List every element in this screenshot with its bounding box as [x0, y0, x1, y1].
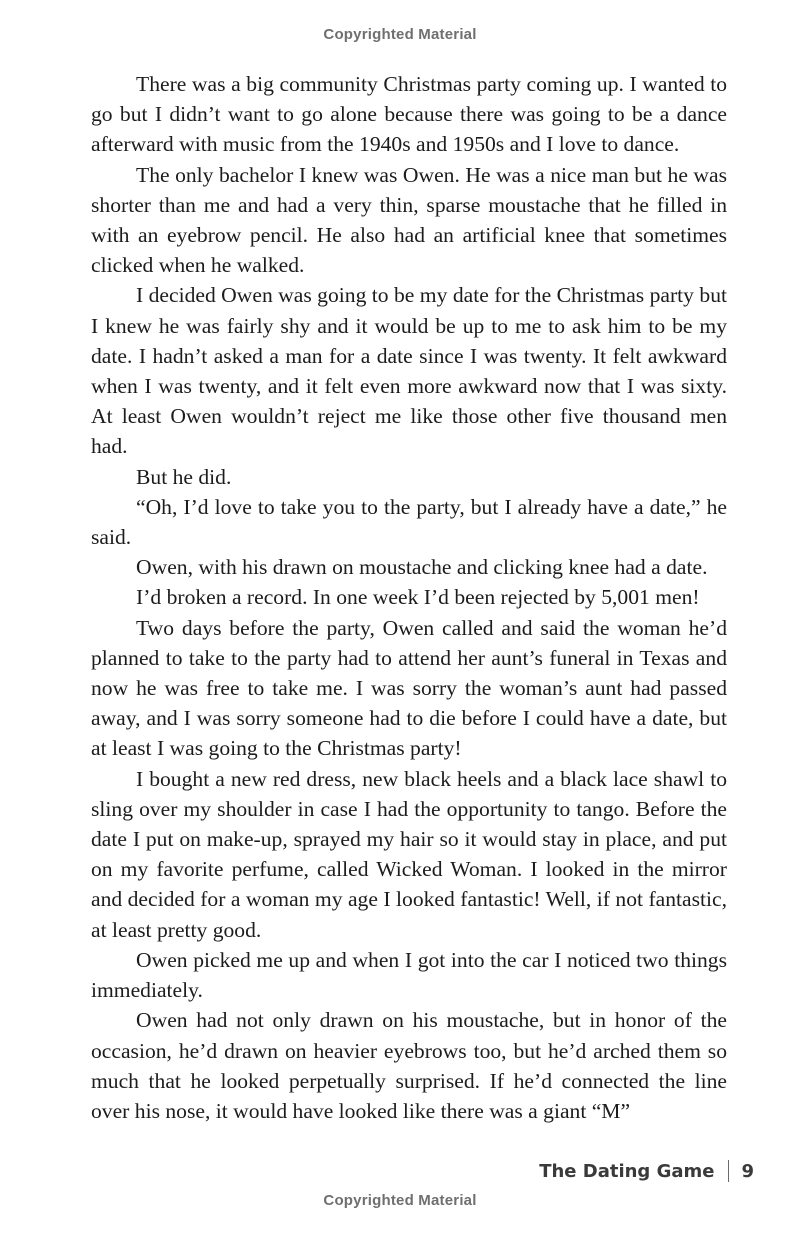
paragraph: I bought a new red dress, new black heels and a black lace shawl to sling over my shoulder in case I had the opportunity to tango. Before the date I put on make-up, sprayed my hair so it would stay in place, and put on my favorite perfume, called Wicked Woman. I looked in the mirror and decided for a woman my age I looked fantastic! Well, if not fantastic, at least pretty good. [91, 766, 727, 942]
paragraph: There was a big community Christmas party coming up. I wanted to go but I didn’t want to go alone because there was going to be a dance afterward with music from the 1940s and 1950s and I love to dance. [91, 72, 727, 157]
paragraph: I’d broken a record. In one week I’d been rejected by 5,001 men! [136, 585, 700, 610]
copyright-watermark-bottom: Copyrighted Material [323, 1192, 477, 1209]
paragraph: Two days before the party, Owen called and said the woman he’d planned to take to the party had to attend her aunt’s funeral in Texas and now he was free to take me. I was sorry the woman’s aunt had passed away, and I was sorry someone had to die before I could have a date, but at least I was going to the Christmas party! [91, 615, 727, 761]
paragraph: Owen, with his drawn on moustache and clicking knee had a date. [136, 555, 708, 580]
running-title: The Dating Game [539, 1160, 715, 1182]
page-number: 9 [741, 1160, 754, 1182]
paragraph: Owen picked me up and when I got into the car I noticed two things immediately. [91, 947, 727, 1003]
page-footer [539, 1160, 754, 1182]
paragraph: “Oh, I’d love to take you to the party, but I already have a date,” he said. [91, 494, 727, 550]
body-text [91, 69, 727, 1126]
copyright-watermark-top: Copyrighted Material [323, 26, 477, 43]
footer-divider [728, 1160, 729, 1182]
paragraph: Owen had not only drawn on his moustache, but in honor of the occasion, he’d drawn on heavier eyebrows too, but he’d arched them so much that he looked perpetually surprised. If he’d connected the line over his nose, it would have looked like there was a giant “M” [91, 1008, 727, 1123]
paragraph: But he did. [136, 464, 232, 489]
paragraph: The only bachelor I knew was Owen. He was a nice man but he was shorter than me and had a very thin, sparse moustache that he filled in with an eyebrow pencil. He also had an artificial knee that sometimes clicked when he walked. [91, 162, 727, 278]
paragraph: I decided Owen was going to be my date for the Christmas party but I knew he was fairly shy and it would be up to me to ask him to be my date. I hadn’t asked a man for a date since I was twenty. It felt awkward when I was twenty, and it felt even more awkward now that I was sixty. At least Owen wouldn’t reject me like those other five thousand men had. [91, 283, 727, 459]
